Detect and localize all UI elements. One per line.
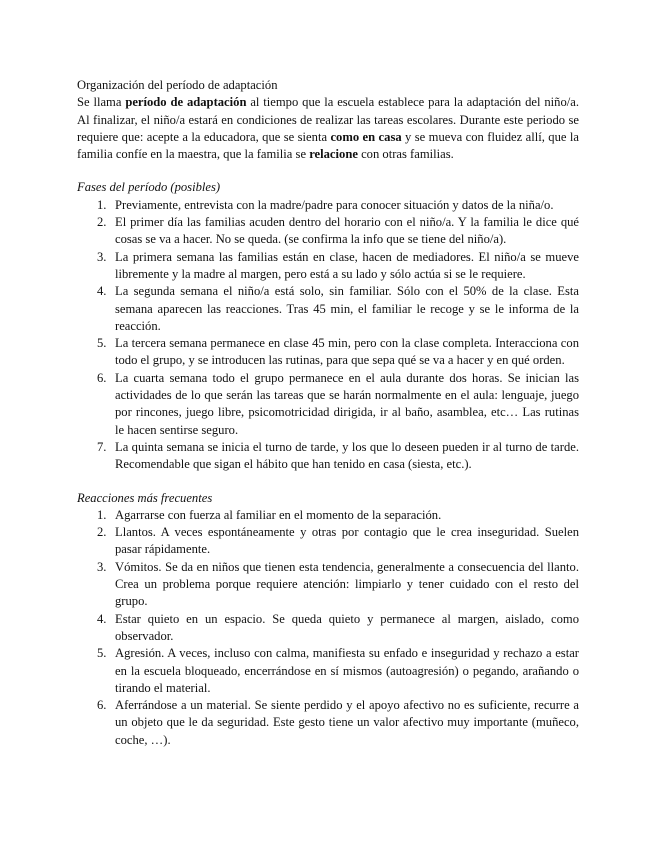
phases-list (77, 197, 579, 474)
intro-bold-1: período de adaptación (125, 95, 247, 110)
phase-item (77, 214, 579, 249)
phase-number: 2. (97, 215, 107, 230)
reaction-text: Llantos. A veces espontáneamente y otras por contagio que le crea inseguridad. Suelen pasar rápidamente. (115, 525, 579, 557)
phase-item (77, 335, 579, 370)
phase-text: Previamente, entrevista con la madre/padre para conocer situación y datos de la niña/o. (115, 197, 554, 212)
reaction-item (77, 559, 579, 611)
reaction-number: 6. (97, 698, 107, 713)
reaction-number: 4. (97, 611, 107, 626)
reaction-text: Agarrarse con fuerza al familiar en el momento de la separación. (115, 507, 442, 522)
phase-text: La cuarta semana todo el grupo permanece en el aula durante dos horas. Se inician las actividades de lo que serán las tareas que se harán normalmente en el aula: lenguaje, juego por rincones, juego libre, psicomotricidad dirigida, ir al baño, asamblea, etc… Las rutinas le hacen sentirse seguro. (115, 370, 579, 437)
phase-item (77, 370, 579, 439)
phase-number: 6. (97, 370, 107, 385)
reaction-number: 3. (97, 559, 107, 574)
phase-item (77, 439, 579, 474)
phase-number: 1. (97, 197, 107, 212)
reaction-item (77, 611, 579, 646)
phases-heading: Fases del período (posibles) (77, 180, 221, 195)
phase-number: 4. (97, 284, 107, 299)
phase-text: La tercera semana permanece en clase 45 min, pero con la clase completa. Interacciona con todo el grupo, y se introducen las rutinas, para que sepa qué se va a hacer y en qué orden. (115, 336, 579, 368)
intro-bold-3: relacione (309, 147, 358, 162)
reactions-heading: Reacciones más frecuentes (77, 490, 213, 505)
phase-text: La primera semana las familias están en clase, hacen de mediadores. El niño/a se mueve libremente y la madre al margen, pero está a su lado y sólo actúa si se le requiere. (115, 249, 579, 281)
reaction-number: 2. (97, 525, 107, 540)
reaction-item (77, 524, 579, 559)
reaction-text: Vómitos. Se da en niños que tienen esta tendencia, generalmente a consecuencia del llanto. Crea un problema porque requiere atención: limpiarlo y tener cuidado con el resto del grupo. (115, 559, 579, 609)
reaction-item (77, 645, 579, 697)
reaction-text: Estar quieto en un espacio. Se queda quieto y permanece al margen, aislado, como observador. (115, 611, 579, 643)
reaction-text: Agresión. A veces, incluso con calma, manifiesta su enfado e inseguridad y rechazo a estar en la escuela bloqueado, encerrándose en sí mismos (autoagresión) o pegando, arañando o tirando el material. (115, 646, 579, 695)
phase-number: 3. (97, 249, 107, 264)
reaction-text: Aferrándose a un material. Se siente perdido y el apoyo afectivo no es suficiente, recurre a un objeto que le da seguridad. Este gesto tiene un valor afectivo muy importante (muñeco, coche, …). (115, 698, 579, 747)
phase-text: El primer día las familias acuden dentro del horario con el niño/a. Y la familia le dice qué cosas se va a hacer. No se queda. (se confirma la info que se tiene del niño/a). (115, 215, 579, 247)
intro-text-2: al tiempo que la escuela establece para la adaptación del niño/a. Al finalizar, el niño/a estará en condiciones de realizar las tareas escolares. Durante este periodo se requiere que: acepte a la educadora, que se sienta (77, 95, 579, 144)
document-page (77, 77, 579, 749)
phase-number: 5. (97, 336, 107, 351)
phase-item (77, 249, 579, 284)
intro-text-1: Se llama (77, 95, 126, 110)
intro-text-4: con otras familias. (357, 147, 454, 162)
intro-paragraph (77, 94, 579, 163)
document-title: Organización del período de adaptación (77, 78, 278, 92)
intro-text-3: y se mueva con fluidez allí, que la familia confíe en la maestra, que la familia se (77, 129, 579, 162)
phase-item (77, 197, 579, 214)
reaction-item (77, 507, 579, 524)
reactions-list (77, 507, 579, 749)
reaction-item (77, 697, 579, 749)
intro-bold-2: como en casa (330, 129, 402, 144)
phase-text: La segunda semana el niño/a está solo, sin familiar. Sólo con el 50% de la clase. Esta semana aparecen las reacciones. Tras 45 min, el familiar le recoge y se le informa de la reacción. (115, 284, 579, 333)
reaction-number: 5. (97, 646, 107, 661)
phase-item (77, 283, 579, 335)
phase-text: La quinta semana se inicia el turno de tarde, y los que lo deseen pueden ir al turno de tarde. Recomendable que sigan el hábito que han tenido en casa (siesta, etc.). (115, 439, 579, 472)
phase-number: 7. (97, 439, 107, 454)
reaction-number: 1. (97, 507, 107, 522)
